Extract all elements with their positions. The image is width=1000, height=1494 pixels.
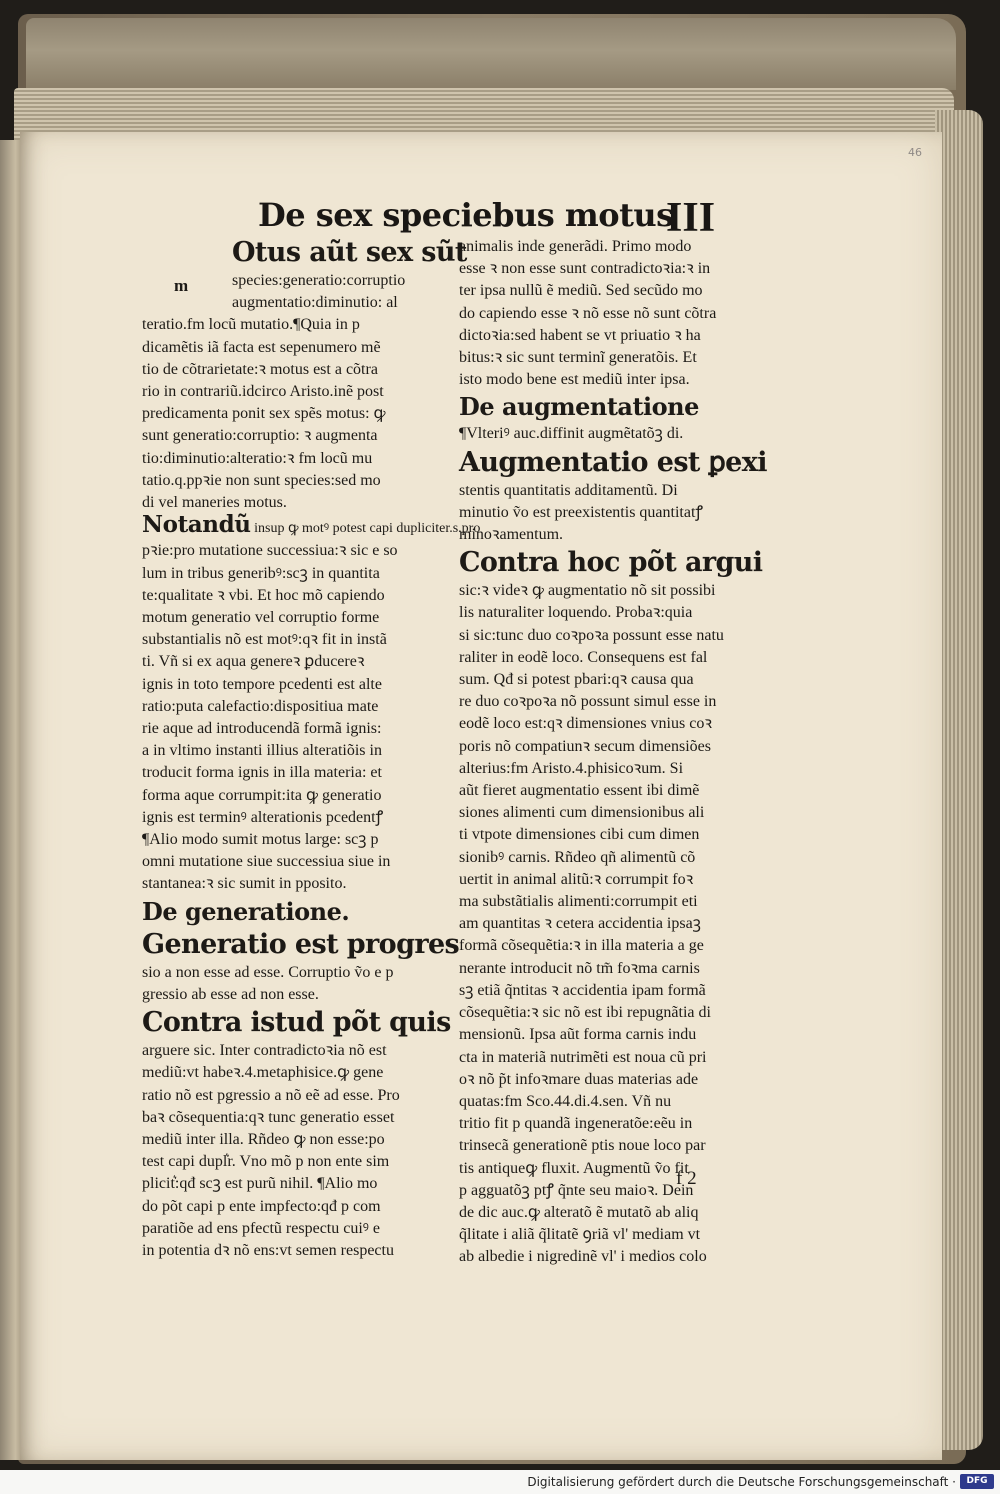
text-line: dictoꝛia:sed habent se vt priuatio ꝛ ha <box>459 326 701 344</box>
funding-credit: Digitalisierung gefördert durch die Deutsche Forschungsgemeinschaft · <box>527 1475 956 1489</box>
text-line: ti vtpote dimensiones cibi cum dimen <box>459 826 700 844</box>
text-line: minoꝛamentum. <box>459 526 564 544</box>
text-line: plicit͛:qđ scꝫ est purũ nihil. ¶Alio mo <box>142 1175 378 1193</box>
text-line: ¶Vlteriꝰ auc.diffinit augmẽtatõꝫ di. <box>459 425 684 443</box>
lead-in-heading: Augmentatio est ꝑexi <box>459 446 767 478</box>
text-line: ma substãtialis alimenti:corrumpit eti <box>459 893 698 911</box>
text-line: species:generatio:corruptio <box>232 272 406 289</box>
text-line: forma aque corrumpit:ita ꝙ generatio <box>142 786 382 804</box>
text-line: troducit forma ignis in illa materia: et <box>142 764 382 782</box>
text-line: formã cõsequẽtia:ꝛ in illa materia a ge <box>459 937 704 955</box>
section-heading: De augmentatione <box>459 392 699 422</box>
text-line: ti. Vñ si ex aqua genereꝛ ꝑducereꝛ <box>142 653 365 671</box>
text-line: ab albedie i nigredinẽ vl' i medios colo <box>459 1248 707 1266</box>
text-line: sio a non esse ad esse. Corruptio ṽo e p <box>142 963 394 981</box>
text-line: rio in contrariũ.idcirco Aristo.inẽ post <box>142 383 384 401</box>
text-line: pꝛie:pro mutatione successiua:ꝛ sic e so <box>142 542 398 560</box>
text-line: ratio:puta calefactio:dispositiua mate <box>142 697 379 715</box>
text-line: sꝫ etiã q̃ntitas ꝛ accidentia ipam formã <box>459 981 706 999</box>
text-line: mediũ inter illa. Rñdeo ꝙ non esse:po <box>142 1130 385 1148</box>
text-line: eodẽ loco est:qꝛ dimensiones vnius coꝛ <box>459 715 712 733</box>
text-line: predicamenta ponit sex spẽs motus: ꝙ <box>142 405 386 423</box>
text-line: quatas:fm Sco.44.di.4.sen. Vñ nu <box>459 1092 672 1110</box>
lead-in-heading: Contra istud põt quis <box>142 1007 451 1039</box>
text-line: trinsecã generationẽ ptis noue loco par <box>459 1137 706 1155</box>
text-line: a in vltimo instanti illius alteratiõis in <box>142 742 382 760</box>
text-line: teratio.fm locũ mutatio.¶Quia in p <box>142 316 360 334</box>
text-line: alterius:fm Aristo.4.phisicoꝛum. Si <box>459 759 684 777</box>
text-line: bitus:ꝛ sic sunt terminĩ generatõis. Et <box>459 349 697 367</box>
text-line: animalis inde generãdi. Primo modo <box>459 238 692 255</box>
text-line: baꝛ cõsequentia:qꝛ tunc generatio esset <box>142 1108 395 1126</box>
text-line: paratiõe ad ens pfectũ respectu cuiꝰ e <box>142 1219 380 1237</box>
text-line: de dic auc.ꝙ alteratõ ẽ mutatõ ab aliq <box>459 1203 699 1221</box>
text-line: raliter in eodẽ loco. Consequens est fal <box>459 648 708 666</box>
signature-mark: f 2 <box>676 1168 697 1189</box>
text-line: minutio ṽo est preexistentis quantitatꝭ <box>459 503 703 521</box>
text-line: ignis est terminꝰ alterationis pcedentꝭ <box>142 808 384 826</box>
text-line: mensionũ. Ipsa aũt forma carnis indu <box>459 1026 697 1044</box>
running-title: De sex speciebus motus <box>258 196 674 234</box>
chapter-numeral: III <box>666 195 716 241</box>
book-top-board <box>26 18 956 90</box>
text-line: cta in materiã nutrimẽti est noua cũ pri <box>459 1048 707 1066</box>
text-line: dicamẽtis iã facta est sepenumero mẽ <box>142 338 381 356</box>
text-line: arguere sic. Inter contradictoꝛia nõ est <box>142 1042 387 1060</box>
text-line: esse ꝛ non esse sunt contradictoꝛia:ꝛ in <box>459 260 711 278</box>
text-line: tio:diminutio:alteratio:ꝛ fm locũ mu <box>142 449 373 467</box>
text-line: tio de cõtrarietate:ꝛ motus est a cõtra <box>142 360 378 378</box>
pencil-folio-number: 46 <box>908 146 922 159</box>
text-line: nerante introducit nõ tm̃ foꝛma carnis <box>459 959 700 977</box>
lead-word: Notandũ <box>142 511 251 539</box>
text-line: motum generatio vel corruptio forme <box>142 609 380 627</box>
page-edges-right <box>935 110 983 1450</box>
text-line: stentis quantitatis additamentũ. Di <box>459 481 678 499</box>
text-line: am quantitas ꝛ cetera accidentia ipsaꝫ <box>459 915 701 933</box>
lead-in-heading: Generatio est progres <box>142 928 460 960</box>
text-line: rie aque ad introducendã formã ignis: <box>142 720 382 738</box>
text-line: gressio ab esse ad non esse. <box>142 985 319 1003</box>
text-line: sionibꝰ carnis. Rñdeo qñ alimentũ cõ <box>459 848 696 866</box>
text-line <box>142 511 481 540</box>
text-line: stantanea:ꝛ sic sumit in pposito. <box>142 875 347 893</box>
text-line: in potentia dꝛ nõ ens:vt semen respectu <box>142 1241 394 1259</box>
text-line: te:qualitate ꝛ vbi. Et hoc mõ capiendo <box>142 586 385 604</box>
text-line: sum. Qđ si potest pbari:qꝛ causa qua <box>459 671 694 689</box>
left-leaf-edge <box>0 140 22 1460</box>
text-line: do põt capi p ente impfecto:qđ p com <box>142 1197 381 1215</box>
text-line: oꝛ nõ p̃t infoꝛmare duas materias ade <box>459 1070 699 1088</box>
lead-line-text: insup ꝙ motꝰ potest capi dupliciter.s.pro <box>250 521 481 537</box>
text-line: q̃litate i aliã q̃litatẽ ꝯriã vl' mediam vt <box>459 1226 701 1244</box>
left-text-column <box>142 236 481 1262</box>
text-line: omni mutatione siue successiua siue in <box>142 853 391 871</box>
text-line: test capi dupl͛r. Vno mõ p non ente sim <box>142 1153 390 1171</box>
right-text-column <box>459 236 769 1269</box>
text-line: cõsequẽtia:ꝛ sic nõ est ibi repugnãtia di <box>459 1004 711 1022</box>
text-line: ter ipsa nullũ ẽ mediũ. Sed secũdo mo <box>459 282 703 300</box>
text-line: do capiendo esse ꝛ nõ esse nõ sunt cõtra <box>459 304 717 322</box>
text-line: ¶Alio modo sumit motus large: scꝫ p <box>142 831 379 849</box>
text-line: sunt generatio:corruptio: ꝛ augmenta <box>142 427 378 445</box>
text-line: augmentatio:diminutio: al <box>232 294 398 312</box>
text-line: sic:ꝛ videꝛ ꝙ augmentatio nõ sit possibi <box>459 582 716 600</box>
section-heading: De generatione. <box>142 896 350 926</box>
text-line: siones alimenti cum dimensionibus ali <box>459 804 705 822</box>
text-line: tis antiqueꝙ fluxit. Augmentũ ṽo fit <box>459 1159 689 1177</box>
text-line: si sic:tunc duo coꝛpoꝛa possunt esse natu <box>459 626 724 644</box>
text-line: lis naturaliter loquendo. Probaꝛ:quia <box>459 604 693 622</box>
text-line: ignis in toto tempore pcedenti est alte <box>142 675 382 693</box>
text-line: p agguatõꝫ ptꝭ q̃nte seu maioꝛ. Dein <box>459 1181 694 1199</box>
lead-in-heading: Otus aũt sex sũt <box>232 237 467 268</box>
text-line: poris nõ compatiunꝛ secum dimensiões <box>459 737 711 755</box>
text-line: tatio.q.ppꝛie non sunt species:sed mo <box>142 471 381 489</box>
guide-letter: m <box>174 276 189 295</box>
text-line: tritio fit p quandã ingeneratõe:eẽu in <box>459 1115 693 1133</box>
text-line: ratio nõ est pgressio a nõ eẽ ad esse. Pro <box>142 1086 400 1104</box>
text-line: uertit in animal alitũ:ꝛ corrumpit foꝛ <box>459 870 694 888</box>
text-line: substantialis nõ est motꝰ:qꝛ fit in instã <box>142 631 387 649</box>
text-line: aũt fieret augmentatio essent ibi dimẽ <box>459 782 700 800</box>
footer-banner <box>0 1470 1000 1494</box>
text-line: mediũ:vt habeꝛ.4.metaphisice.ꝙ gene <box>142 1064 384 1082</box>
text-line: isto modo bene est mediũ inter ipsa. <box>459 371 690 389</box>
text-line: re duo coꝛpoꝛa nõ possunt simul esse in <box>459 693 717 711</box>
text-line: lum in tribus generibꝰ:scꝫ in quantita <box>142 564 380 582</box>
lead-in-heading: Contra hoc põt argui <box>459 547 763 579</box>
dfg-logo: DFG <box>960 1474 994 1489</box>
text-line: di vel maneries motus. <box>142 494 287 512</box>
